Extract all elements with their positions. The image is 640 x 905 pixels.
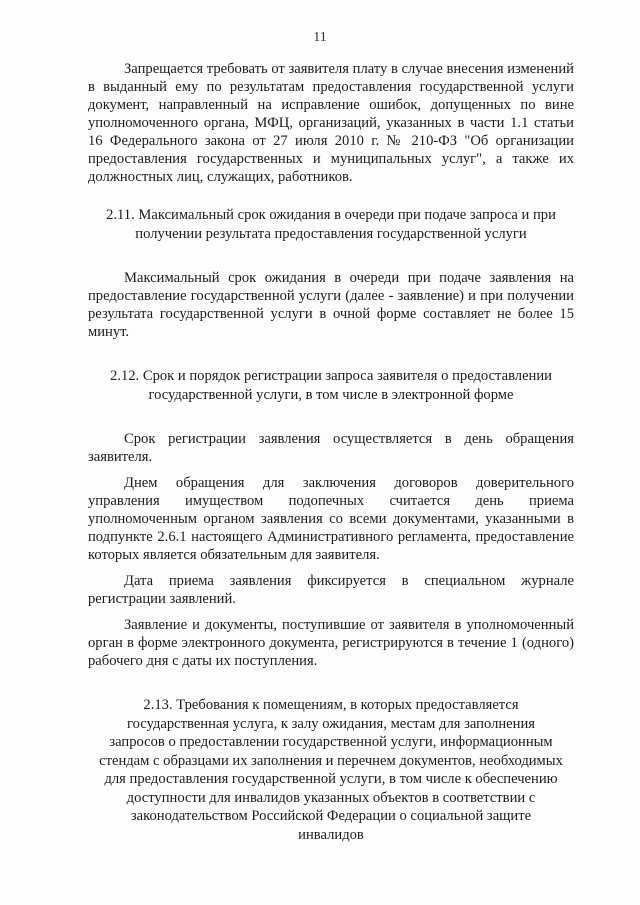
paragraph-registration-term: Срок регистрации заявления осуществляется в день обращения заявителя.	[88, 431, 574, 465]
page-number: 11	[313, 30, 327, 45]
section-heading-2-11: 2.11. Максимальный срок ожидания в очереди при подаче запроса и при получении результата предоставления государственной услуги	[106, 207, 556, 242]
paragraph-electronic-registration: Заявление и документы, поступившие от заявителя в уполномоченный орган в форме электронного документа, регистрируются в течение 1 (одного) рабочего дня с даты их поступления.	[88, 617, 574, 669]
section-heading-2-13: 2.13. Требования к помещениям, в которых предоставляется государственная услуга, к залу ожидания, местам для заполнения запросов о предоставлении государственной услуги, информационным стендам с образцами их заполнения и перечнем документов, необходимых для предоставления государственной услуги, в том числе к обеспечению доступности для инвалидов указанных объектов в соответствии с законодательством Российской Федерации о социальной защите инвалидов	[99, 697, 563, 843]
paragraph-application-day: Днем обращения для заключения договоров доверительного управления имуществом подопечных считается день приема уполномоченным органом заявления со всеми документами, указанными в подпункте 2.6.1 настоящего Административного регламента, предоставление которых является обязательным для заявителя.	[88, 475, 574, 563]
page-content	[88, 60, 574, 844]
paragraph-journal-registration: Дата приема заявления фиксируется в специальном журнале регистрации заявлений.	[88, 573, 574, 607]
paragraph-queue-wait-time: Максимальный срок ожидания в очереди при подаче заявления на предоставление государственной услуги (далее - заявление) и при получении результата государственной услуги в очной форме составляет не более 15 минут.	[88, 270, 574, 340]
paragraph-fee-prohibition: Запрещается требовать от заявителя плату в случае внесения изменений в выданный ему по результатам предоставления государственной услуги документ, направленный на исправление ошибок, допущенных по вине уполномоченного органа, МФЦ, организаций, указанных в части 1.1 статьи 16 Федерального закона от 27 июля 2010 г. № 210-ФЗ "Об организации предоставления государственных и муниципальных услуг", а также их должностных лиц, служащих, работников.	[88, 61, 574, 185]
section-heading-2-12: 2.12. Срок и порядок регистрации запроса заявителя о предоставлении государственной услуги, в том числе в электронной форме	[110, 368, 552, 403]
